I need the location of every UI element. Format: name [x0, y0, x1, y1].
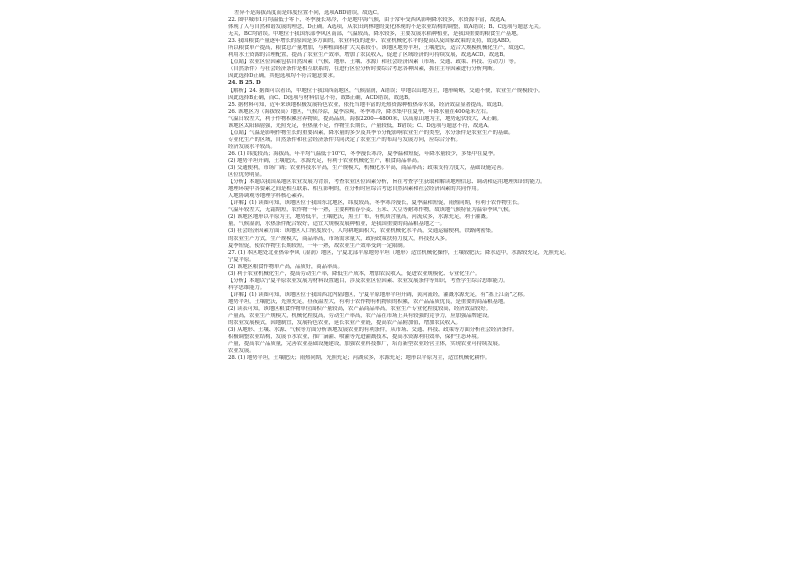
text-line: 22. 图中城市1月均温低于零下，冬季漫长寒冷，不是地中海气候，由于常年受西风影响降水较多，水资源丰富，故选A。 — [228, 17, 510, 24]
text-line: 区位优势明显。 — [228, 172, 266, 179]
text-line: 该地区太阳辐射强，光照充足，但热量不足，作物生长期长，产量较低，B错误；C、D选项与题意不符，故选A。 — [228, 122, 493, 129]
text-line: 地理环境中各要素之间是相互联系、相互影响的，在分析时应综合考虑自然因素和社会经济因素的共同作用。 — [228, 186, 482, 193]
text-line: (2) 读表可知，该地区粮食作物单位面积产量较高，农产品商品率高，农业生产专业化程度较高，经济效益较好。 — [228, 305, 491, 312]
text-line: 体现了人与自然和谐发展的理念，D正确。A选项，从农田到林地的变化体现的不是农业结构的调整，故A错误；B、C选项与题意无关。 — [228, 24, 544, 31]
text-line: 人地协调观等地理学科核心素养。 — [228, 193, 308, 200]
text-line: 【点睛】气温是影响作物生长的重要因素，降水量的多少及其季节分配影响农业生产的类型，水分条件是农业生产的基础。 — [228, 129, 514, 136]
text-line: 地势平坦，土壤肥沃，光照充足，昼夜温差大，有利于农作物有机物质的积累，农产品品质优良，是重要的商品粮基地。 — [228, 298, 509, 305]
text-line: 产量，提高农产品质量，完善农业基础设施建设，加强农业科技推广，培育新型农业经营主体，实现农业可持续发展。 — [228, 341, 504, 348]
text-line: 量，气候湿润，水热条件配合较好，适宜大规模发展种植业，是我国重要的商品粮基地之一。 — [228, 221, 445, 228]
text-line: 因此选择D正确，其他选项均不符合题意要求。 — [228, 73, 339, 80]
text-line: 所以粮食单产提高，粮食总产量增加，与种植面积扩大关系较小。该地区地势平坦，土壤肥沃，适合大规模机械化生产，故选C。 — [228, 45, 529, 52]
text-line: 无关，BC均错误。甲地位于我国东部季风区南部，气温较高，降水较多，主要发展水稻种植业，是我国重要的粮食生产基地。 — [228, 31, 522, 38]
text-line: 因此选择B正确，而C、D选项与材料信息不符，故B正确，ACD错误，故选B。 — [228, 94, 414, 101]
text-line: 【分析】本题以宁夏平原农业发展为材料设置题目，涉及农业区位因素、农业发展条件等知识，考查学生综合思维能力。 — [228, 277, 509, 284]
text-line: 利用水土资源的合理配置，提高了农业生产效率，增加了农民收入，促进了区域经济的可持续发展，故选ACD，故选B。 — [228, 52, 509, 59]
text-line: (2) 该地区地形以平原为主，地势低平，土壤肥沃，黑土广布，有机质含量高，河流众多，水源充足，利于灌溉。 — [228, 214, 491, 221]
text-line: 【分析】本题以我国某地区农业发展为背景，考查农业区位因素分析，旨在考查学生获取和解读地理信息、调动和运用地理知识的能力。 — [228, 179, 546, 186]
text-line: (3) 交通便利，市场广阔；农业科技水平高，生产规模大，机械化水平高，商品率高；政策支持力度大，基础设施完善。 — [228, 165, 507, 172]
text-line: 25. 据材料可知，近年来该地积极发展特色农业，依托当地丰富的光热资源种植热带水果，经济效益显著提高，故选D。 — [228, 101, 507, 108]
text-line: 23. 我国粮食产量逐年增长的原因是多方面的，农业科技的进步、农业机械化水平的提高以及国家政策的支持，故选ABD。 — [228, 38, 515, 45]
text-line: （自然条件）与社会经济条件是相互联系的，在进行区位分析时要综合考虑各种因素，抓住主导因素进行分析判断。 — [228, 66, 498, 73]
text-line: (2) 地势平坦开阔，土壤肥沃，水源充足，有利于农业机械化生产，粮食商品率高。 — [228, 157, 423, 164]
text-line: 气温日较差大，利于作物积累营养物质，提高品质。海拔2200—4800米，以高原山地为主，地势起伏较大，A正确。 — [228, 115, 502, 122]
text-line: 【解析】24. 据图可以看出，甲地位于我国西南地区，气候湿润，A错误；甲地以山地为主，地形崎岖，交通不便，农业生产规模较小。 — [228, 87, 544, 94]
text-line: 【详解】(1) 读图可知，该地区位于我国西北内陆地区，宁夏平原地形平坦开阔，黄河流经，灌溉水源充足，有“塞上江南”之称。 — [228, 291, 528, 298]
text-line: 气温年较差大，无霜期短，农作物一年一熟，主要种植春小麦、玉米、大豆等耐寒作物，故该地气候特征为温带季风气候。 — [228, 207, 514, 214]
text-line: 26. (1) 纬度较高；海拔高，年平均气温低于10°C，冬季漫长寒冷，夏季温和短促，年降水量较少，多集中在夏季。 — [228, 150, 499, 157]
text-line: 【详解】(1) 读图可知，该地区位于我国东北地区，纬度较高，冬季寒冷漫长，夏季温和短促，雨热同期，有利于农作物生长。 — [228, 200, 523, 207]
text-line: 宁夏平原。 — [228, 256, 255, 263]
text-line: 26. 该地区为（海拔较高）地区，气候冷凉，夏季凉爽，冬季寒冷，降水集中在夏季，年降水量在400毫米左右。 — [228, 108, 492, 115]
text-line: 的农业发展模式，因地制宜，发展特色农业，延长农业产业链，提高农产品附加值，增加农民收入。 — [228, 320, 461, 327]
text-line: (3) 利于农业机械化生产，提高劳动生产率，降低生产成本，增加农民收入，促进农业规模化、专业化生产。 — [228, 270, 481, 277]
text-line: 差异不是海拔高度而是纬度位置不同，选项ABD错误，故选C。 — [234, 10, 383, 16]
text-line: 专业化生产的区域，自然条件和社会经济条件共同决定了农业生产的布局与发展方向，应综合分析。 — [228, 136, 461, 143]
text-line: 27. (1) 本区地处北亚热带季风（湿润）地区，宁夏北部平原地势平坦（地形）适宜机械化操作，土壤较肥沃；降水适中，水源较充足，光照充足。 — [228, 249, 570, 256]
text-line: 【点睛】农业区位因素包括自然因素（气候、地形、土壤、水源）和社会经济因素（市场、交通、政策、科技、劳动力）等。 — [228, 59, 519, 66]
text-line: (3) 社会经济因素方面：该地区人口密度较小，人均耕地面积大，农业机械化水平高，交通运输便利，铁路网密集。 — [228, 228, 497, 235]
answer-text-body — [228, 10, 576, 558]
text-line: 夏季短促，使农作物生长期较短，一年一熟，故农业生产效率受到一定限制。 — [228, 242, 408, 249]
text-line: 24. B 25. D — [228, 80, 261, 87]
text-line: 农业发展。 — [228, 348, 255, 355]
text-line: 的农业生产方式，生产规模大，商品率高，市场需求量大，政府政策扶持力度大，科技投入多。 — [228, 235, 451, 242]
text-line: (3) 从地形、土壤、水源、气候等方面分析该地发展农业的有利条件，从市场、交通、科技、政策等方面分析社会经济条件。 — [228, 327, 518, 334]
text-line: 28. (1) 地势平坦，土壤肥沃；雨热同期，光照充足；河湖众多，水源充足；地形以平原为主，适宜机械化耕作。 — [228, 355, 491, 362]
text-line: (2) 该地区粮食作物单产高，品质好，商品率高。 — [228, 263, 343, 270]
text-line: 经济发展水平较高。 — [228, 143, 276, 150]
text-line: 积极调整农业结构，发展节水农业，推广滴灌、喷灌等先进灌溉技术，提高水资源利用效率，保护生态环境。 — [228, 334, 482, 341]
text-line: 产量高，农业生产规模大，机械化程度高，劳动生产率高，农产品在市场上具有较强的竞争力，应加强品牌建设。 — [228, 313, 493, 320]
text-line: 科学思维能力。 — [228, 284, 266, 291]
